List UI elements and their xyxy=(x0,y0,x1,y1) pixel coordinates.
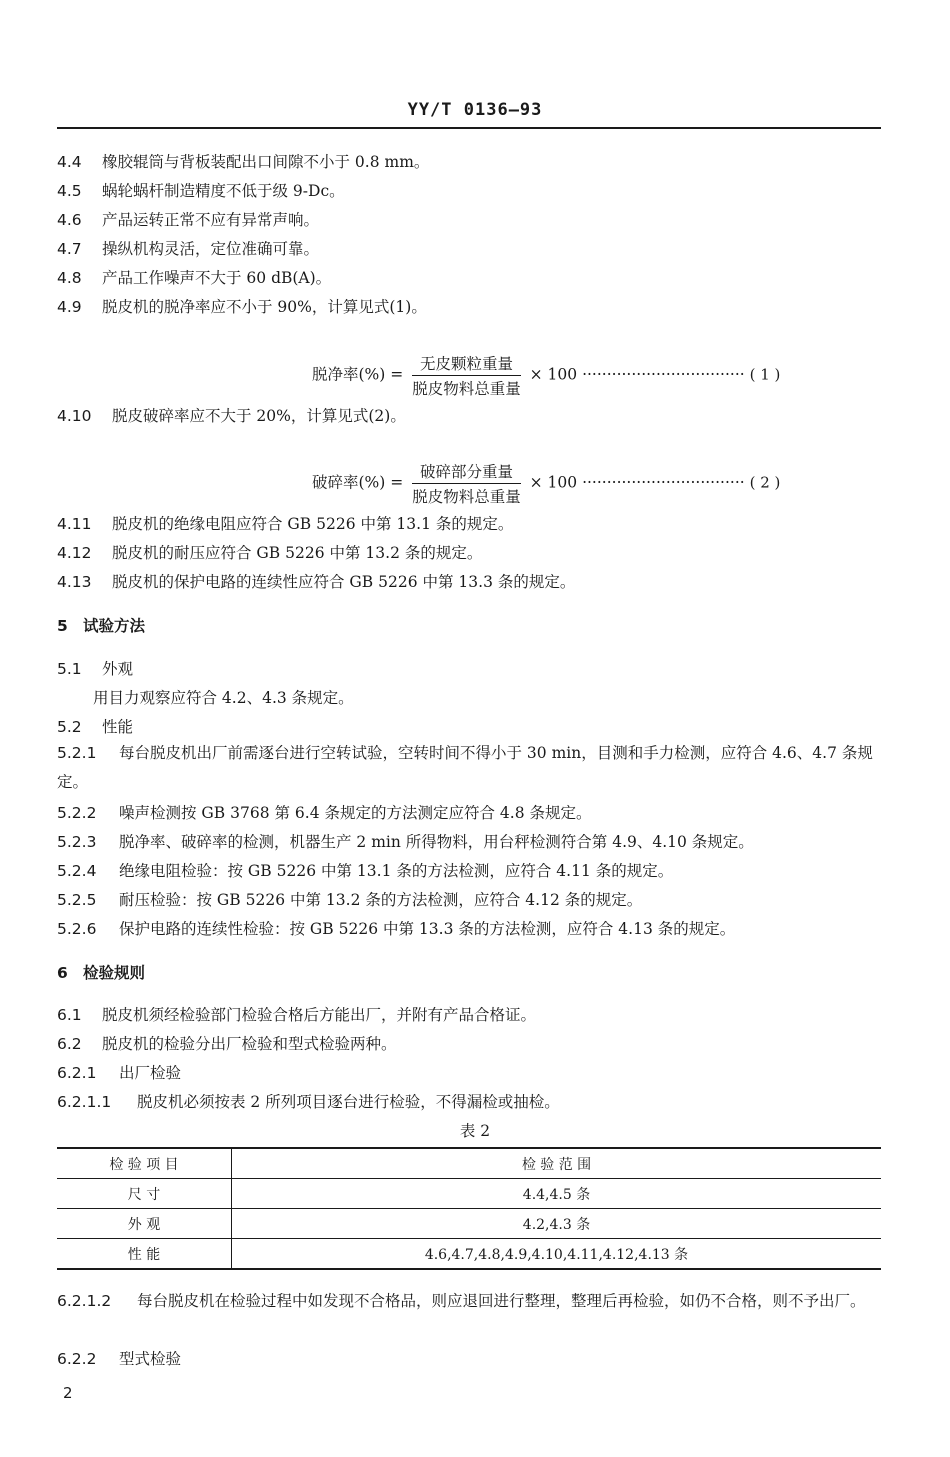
clause-4-4: 4.4 橡胶辊筒与背板装配出口间隙不小于 0.8 mm。 xyxy=(57,153,430,171)
clause-4-7: 4.7 操纵机构灵活，定位准确可靠。 xyxy=(57,240,320,258)
formula-1-label: ( 1 ) xyxy=(749,365,781,384)
table-cell-scope: 4.6,4.7,4.8,4.9,4.10,4.11,4.12,4.13 条 xyxy=(232,1239,882,1270)
clause-4-6: 4.6 产品运转正常不应有异常声响。 xyxy=(57,211,320,229)
table-cell-item: 尺 寸 xyxy=(57,1179,232,1209)
table-cell-scope: 4.4,4.5 条 xyxy=(232,1179,882,1209)
formula-1-factor: × 100 xyxy=(529,365,578,384)
formula-1-numerator: 无皮颗粒重量 xyxy=(412,352,521,376)
clause-4-12: 4.12 脱皮机的耐压应符合 GB 5226 中第 13.2 条的规定。 xyxy=(57,544,483,562)
clause-6-2-1-2: 6.2.1.2 每台脱皮机在检验过程中如发现不合格品，则应退回进行整理，整理后再检验，如仍不合格，则不予出厂。 xyxy=(57,1292,866,1310)
table-cell-item: 外 观 xyxy=(57,1209,232,1239)
formula-2 xyxy=(312,460,780,507)
clause-5-2-5: 5.2.5 耐压检验：按 GB 5226 中第 13.2 条的方法检测，应符合 4.12 条的规定。 xyxy=(57,891,643,909)
header-rule xyxy=(57,127,881,129)
clause-5-1-body: 用目力观察应符合 4.2、4.3 条规定。 xyxy=(93,689,354,707)
clause-5-2-2: 5.2.2 噪声检测按 GB 3768 第 6.4 条规定的方法测定应符合 4.8 条规定。 xyxy=(57,804,592,822)
clause-5-2-title: 5.2 性能 xyxy=(57,718,134,736)
clause-5-1-title: 5.1 外观 xyxy=(57,660,134,678)
clause-4-8: 4.8 产品工作噪声不大于 60 dB(A)。 xyxy=(57,269,332,287)
table-2 xyxy=(57,1147,881,1270)
page-number: 2 xyxy=(63,1384,73,1402)
clause-6-2-2: 6.2.2 型式检验 xyxy=(57,1350,182,1368)
formula-1 xyxy=(312,352,780,399)
clause-4-13: 4.13 脱皮机的保护电路的连续性应符合 GB 5226 中第 13.3 条的规定。 xyxy=(57,573,576,591)
table-header-item: 检 验 项 目 xyxy=(57,1148,232,1179)
formula-1-leader-dots: ································· xyxy=(582,365,745,384)
clause-4-11: 4.11 脱皮机的绝缘电阻应符合 GB 5226 中第 13.1 条的规定。 xyxy=(57,515,514,533)
formula-2-lhs: 破碎率(%) = xyxy=(312,473,404,492)
clause-6-2: 6.2 脱皮机的检验分出厂检验和型式检验两种。 xyxy=(57,1035,397,1053)
clause-6-2-1: 6.2.1 出厂检验 xyxy=(57,1064,182,1082)
clause-5-2-6: 5.2.6 保护电路的连续性检验：按 GB 5226 中第 13.3 条的方法检测，应符合 4.13 条的规定。 xyxy=(57,920,736,938)
clause-4-5: 4.5 蜗轮蜗杆制造精度不低于级 9-Dc。 xyxy=(57,182,345,200)
table-row xyxy=(57,1209,881,1239)
formula-2-fraction xyxy=(412,460,521,507)
document-code-header: YY/T 0136—93 xyxy=(407,100,543,120)
formula-2-denominator: 脱皮物料总重量 xyxy=(412,488,521,506)
clause-4-10: 4.10 脱皮破碎率应不大于 20%，计算见式(2)。 xyxy=(57,407,406,425)
clause-6-1: 6.1 脱皮机须经检验部门检验合格后方能出厂，并附有产品合格证。 xyxy=(57,1006,537,1024)
clause-5-2-4: 5.2.4 绝缘电阻检验：按 GB 5226 中第 13.1 条的方法检测，应符合 4.11 条的规定。 xyxy=(57,862,674,880)
table-cell-scope: 4.2,4.3 条 xyxy=(232,1209,882,1239)
formula-2-factor: × 100 xyxy=(529,473,578,492)
clause-5-2-3: 5.2.3 脱净率、破碎率的检测，机器生产 2 min 所得物料，用台秤检测符合第 4.9、4.10 条规定。 xyxy=(57,833,754,851)
formula-2-numerator: 破碎部分重量 xyxy=(412,460,521,484)
clause-4-9: 4.9 脱皮机的脱净率应不小于 90%，计算见式(1)。 xyxy=(57,298,427,316)
table-cell-item: 性 能 xyxy=(57,1239,232,1270)
table-row xyxy=(57,1179,881,1209)
table-header-scope: 检 验 范 围 xyxy=(232,1148,882,1179)
formula-1-denominator: 脱皮物料总重量 xyxy=(412,380,521,398)
clause-5-2-1: 5.2.1 每台脱皮机出厂前需逐台进行空转试验，空转时间不得小于 30 min，目测和手力检测，应符合 4.6、4.7 条规定。 xyxy=(57,744,873,791)
section-5-heading: 5 试验方法 xyxy=(57,616,146,635)
formula-1-fraction xyxy=(412,352,521,399)
clause-6-2-1-1: 6.2.1.1 脱皮机必须按表 2 所列项目逐台进行检验，不得漏检或抽检。 xyxy=(57,1093,560,1111)
formula-1-lhs: 脱净率(%) = xyxy=(312,365,404,384)
table-header-row xyxy=(57,1148,881,1179)
section-6-heading: 6 检验规则 xyxy=(57,963,146,982)
formula-2-leader-dots: ································· xyxy=(582,473,745,492)
formula-2-label: ( 2 ) xyxy=(749,473,781,492)
table-row xyxy=(57,1239,881,1270)
table-2-caption: 表 2 xyxy=(459,1122,491,1140)
